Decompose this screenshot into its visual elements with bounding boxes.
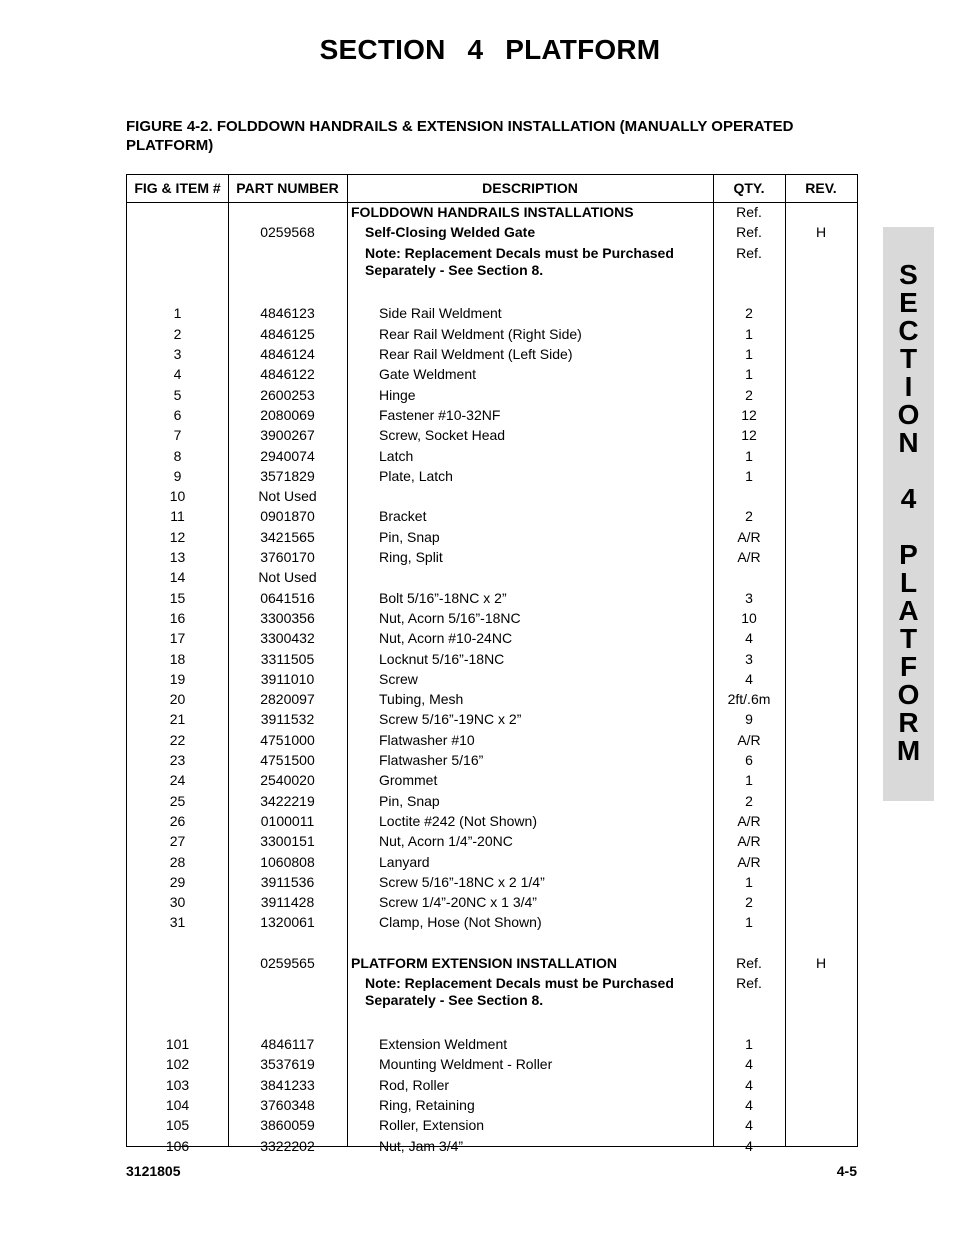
table-row: [127, 507, 857, 527]
fig-item-cell: 29: [169, 873, 186, 890]
description-cell: Locknut 5/16”-18NC: [379, 650, 505, 667]
rev-cell: [785, 589, 857, 590]
fig-item-cell: [127, 974, 228, 975]
qty-cell: 1: [745, 873, 753, 890]
part-number-cell: 0259565: [260, 954, 315, 971]
rev-cell: H: [815, 224, 827, 241]
qty-cell: Ref.: [736, 975, 762, 992]
table-row: [127, 670, 857, 690]
part-number-cell: 1320061: [260, 914, 315, 931]
fig-item-cell: 6: [173, 406, 182, 423]
part-number-cell: [228, 244, 347, 245]
part-number-cell: 3760170: [260, 549, 315, 566]
part-number-cell: 3571829: [260, 467, 315, 484]
part-number-cell: [228, 974, 347, 975]
qty-cell: A/R: [737, 812, 761, 829]
fig-item-cell: 25: [169, 792, 186, 809]
rev-cell: [785, 1096, 857, 1097]
description-cell: FOLDDOWN HANDRAILS INSTALLATIONS: [351, 204, 634, 220]
table-row: [127, 589, 857, 609]
part-number-cell: 3421565: [260, 528, 315, 545]
fig-item-cell: 10: [169, 488, 186, 505]
description-cell: Screw: [379, 670, 418, 687]
description-cell: Pin, Snap: [379, 528, 440, 545]
qty-cell: A/R: [737, 549, 761, 566]
qty-cell: A/R: [737, 833, 761, 850]
side-tab-letter: [883, 457, 934, 485]
section-side-tab: [883, 227, 934, 801]
rev-cell: [785, 487, 857, 488]
qty-cell: 9: [745, 711, 753, 728]
figure-title: FIGURE 4-2. FOLDDOWN HANDRAILS & EXTENSION INSTALLATION (MANUALLY OPERATED PLATFORM): [126, 118, 794, 154]
rev-cell: [785, 1076, 857, 1077]
rev-cell: [785, 203, 857, 204]
description-cell: Screw 1/4”-20NC x 1 3/4”: [379, 894, 537, 911]
table-row: [127, 406, 857, 426]
fig-item-cell: 13: [169, 549, 186, 566]
table-row: [127, 690, 857, 710]
table-row: [127, 223, 857, 243]
rev-cell: H: [815, 954, 827, 971]
table-row: [127, 609, 857, 629]
description-cell: Hinge: [379, 386, 416, 403]
table-row: [127, 1116, 857, 1136]
side-tab-letter: S: [899, 259, 918, 290]
side-tab-letter: O: [897, 679, 920, 710]
part-number-cell: 3422219: [260, 792, 315, 809]
rev-cell: [785, 609, 857, 610]
fig-item-cell: [127, 244, 228, 245]
qty-cell: [713, 487, 785, 488]
page-number: 4-5: [836, 1163, 857, 1179]
description-cell: Gate Weldment: [379, 366, 477, 383]
description-cell: Extension Weldment: [379, 1036, 508, 1053]
qty-cell: 2: [745, 305, 753, 322]
fig-item-cell: 19: [169, 670, 186, 687]
rev-cell: [785, 650, 857, 651]
table-row: [127, 792, 857, 812]
rev-cell: [785, 325, 857, 326]
fig-item-cell: 18: [169, 650, 186, 667]
description-cell: Mounting Weldment - Roller: [379, 1056, 553, 1073]
qty-cell: 4: [745, 1137, 753, 1154]
qty-cell: 12: [741, 406, 757, 423]
table-row: [127, 325, 857, 345]
part-number-cell: 3911536: [260, 873, 315, 890]
qty-cell: 4: [745, 1076, 753, 1093]
qty-cell: 1: [745, 325, 753, 342]
part-number-cell: 4846117: [260, 1036, 315, 1053]
table-row: [127, 873, 857, 893]
rev-cell: [785, 528, 857, 529]
rev-cell: [785, 1116, 857, 1117]
qty-cell: 1: [745, 772, 753, 789]
part-number-cell: 4751000: [260, 731, 315, 748]
qty-cell: A/R: [737, 731, 761, 748]
part-number-cell: 3322202: [260, 1137, 315, 1154]
rev-cell: [785, 244, 857, 245]
rev-cell: [785, 507, 857, 508]
part-number-cell: 4846124: [260, 346, 315, 363]
description-cell: Ring, Split: [379, 549, 443, 566]
qty-cell: 4: [745, 1117, 753, 1134]
qty-cell: 1: [745, 366, 753, 383]
description-cell: Nut, Acorn 1/4”-20NC: [379, 833, 513, 850]
side-tab-letter: A: [898, 595, 919, 626]
rev-cell: [785, 893, 857, 894]
qty-cell: 2: [745, 894, 753, 911]
side-tab-letter: T: [899, 343, 918, 374]
table-row: [127, 913, 857, 933]
part-number-cell: 3911428: [260, 894, 315, 911]
table-row: [127, 447, 857, 467]
rev-cell: [785, 568, 857, 569]
side-tab-letter: P: [899, 539, 918, 570]
document-number: 3121805: [126, 1163, 181, 1179]
qty-cell: 2: [745, 508, 753, 525]
fig-item-cell: 104: [165, 1097, 190, 1114]
qty-cell: 1: [745, 914, 753, 931]
part-number-cell: 2600253: [260, 386, 315, 403]
fig-item-cell: 17: [169, 630, 186, 647]
description-cell: Self-Closing Welded Gate: [365, 224, 536, 241]
side-tab-letter: C: [898, 315, 919, 346]
table-row: [127, 832, 857, 852]
description-cell: Bracket: [379, 508, 427, 525]
rev-cell: [785, 467, 857, 468]
qty-cell: 3: [745, 589, 753, 606]
rev-cell: [785, 710, 857, 711]
table-row: [127, 244, 857, 285]
table-row: [127, 528, 857, 548]
rev-cell: [785, 792, 857, 793]
table-row: [127, 467, 857, 487]
rev-cell: [785, 731, 857, 732]
description-cell: Screw, Socket Head: [379, 427, 506, 444]
header-item: FIG & ITEM #: [134, 180, 221, 196]
side-tab-letter: [883, 513, 934, 541]
fig-item-cell: 30: [169, 894, 186, 911]
description-cell: Note: Replacement Decals must be Purchased Separately - See Section 8.: [365, 975, 674, 1009]
description-cell: Side Rail Weldment: [379, 305, 502, 322]
qty-cell: 1: [745, 346, 753, 363]
table-row: [127, 731, 857, 751]
rev-cell: [785, 1055, 857, 1056]
part-number-cell: 0259568: [260, 224, 315, 241]
table-row: [127, 853, 857, 873]
part-number-cell: 3911010: [260, 670, 315, 687]
fig-item-cell: 1: [173, 305, 182, 322]
description-cell: Note: Replacement Decals must be Purchased Separately - See Section 8.: [365, 244, 674, 278]
part-number-cell: [228, 203, 347, 204]
fig-item-cell: 26: [169, 812, 186, 829]
fig-item-cell: 4: [173, 366, 182, 383]
description-cell: Lanyard: [379, 853, 430, 870]
rev-cell: [785, 771, 857, 772]
table-row: [127, 629, 857, 649]
rev-cell: [785, 812, 857, 813]
header-part-number: PART NUMBER: [236, 180, 339, 196]
part-number-cell: 3300151: [260, 833, 315, 850]
table-row: [127, 345, 857, 365]
qty-cell: Ref.: [736, 204, 762, 220]
description-cell: [351, 487, 739, 488]
part-number-cell: 4846125: [260, 325, 315, 342]
description-cell: Clamp, Hose (Not Shown): [379, 914, 542, 931]
rev-cell: [785, 670, 857, 671]
table-row: [127, 954, 857, 974]
fig-item-cell: 22: [169, 731, 186, 748]
rev-cell: [785, 913, 857, 914]
fig-item-cell: 21: [169, 711, 186, 728]
table-body: [127, 203, 857, 1157]
description-cell: [351, 568, 739, 569]
qty-cell: Ref.: [736, 244, 762, 261]
qty-cell: 4: [745, 1097, 753, 1114]
qty-cell: 4: [745, 1056, 753, 1073]
side-tab-letter: M: [896, 735, 921, 766]
qty-cell: 6: [745, 752, 753, 769]
table-row: [127, 386, 857, 406]
description-cell: Grommet: [379, 772, 438, 789]
side-tab-letter: R: [898, 707, 919, 738]
fig-item-cell: 102: [165, 1056, 190, 1073]
rev-cell: [785, 1035, 857, 1036]
part-number-cell: 4846122: [260, 366, 315, 383]
fig-item-cell: 11: [170, 508, 185, 525]
table-row: [127, 426, 857, 446]
rev-cell: [785, 690, 857, 691]
fig-item-cell: 16: [169, 609, 186, 626]
part-number-cell: 2940074: [260, 447, 315, 464]
rev-cell: [785, 447, 857, 448]
fig-item-cell: 105: [165, 1117, 190, 1134]
side-tab-letter: T: [899, 623, 918, 654]
part-number-cell: 4846123: [260, 305, 315, 322]
side-tab-letter: 4: [900, 483, 917, 514]
part-number-cell: 4751500: [260, 752, 315, 769]
fig-item-cell: 7: [173, 427, 182, 444]
fig-item-cell: 5: [173, 386, 182, 403]
rev-cell: [785, 853, 857, 854]
fig-item-cell: 12: [169, 528, 186, 545]
description-cell: Ring, Retaining: [379, 1097, 475, 1114]
fig-item-cell: 28: [169, 853, 186, 870]
table-row: [127, 1137, 857, 1157]
fig-item-cell: 101: [165, 1036, 190, 1053]
qty-cell: [713, 568, 785, 569]
part-number-cell: 1060808: [260, 853, 315, 870]
part-number-cell: Not Used: [258, 569, 317, 586]
table-row: [127, 1035, 857, 1055]
table-row: [127, 710, 857, 730]
table-spacer-row: [127, 1015, 857, 1035]
part-number-cell: 3860059: [260, 1117, 315, 1134]
part-number-cell: 0100011: [260, 812, 315, 829]
fig-item-cell: 24: [169, 772, 186, 789]
fig-item-cell: 15: [169, 589, 186, 606]
side-tab-letter: O: [897, 399, 920, 430]
table-spacer-row: [127, 284, 857, 304]
rev-cell: [785, 832, 857, 833]
part-number-cell: 3900267: [260, 427, 315, 444]
table-row: [127, 1096, 857, 1116]
table-row: [127, 1055, 857, 1075]
side-tab-letter: I: [904, 371, 913, 402]
description-cell: Screw 5/16”-18NC x 2 1/4”: [379, 873, 545, 890]
description-cell: Tubing, Mesh: [379, 691, 464, 708]
description-cell: Bolt 5/16”-18NC x 2”: [379, 589, 507, 606]
part-number-cell: 2080069: [260, 406, 315, 423]
fig-item-cell: 23: [169, 752, 186, 769]
fig-item-cell: [127, 954, 228, 955]
description-cell: Fastener #10-32NF: [379, 406, 501, 423]
fig-item-cell: 8: [173, 447, 182, 464]
table-row: [127, 812, 857, 832]
description-cell: Latch: [379, 447, 414, 464]
rev-cell: [785, 406, 857, 407]
qty-cell: 1: [745, 1036, 753, 1053]
qty-cell: 4: [745, 630, 753, 647]
description-cell: Rear Rail Weldment (Left Side): [379, 346, 573, 363]
part-number-cell: 2540020: [260, 772, 315, 789]
description-cell: PLATFORM EXTENSION INSTALLATION: [351, 954, 617, 971]
table-row: [127, 650, 857, 670]
qty-cell: 2: [745, 792, 753, 809]
description-cell: Nut, Acorn 5/16”-18NC: [379, 609, 521, 626]
table-row: [127, 568, 857, 588]
qty-cell: 1: [745, 447, 753, 464]
fig-item-cell: 27: [169, 833, 186, 850]
qty-cell: 4: [745, 670, 753, 687]
table-row: [127, 203, 857, 223]
fig-item-cell: 20: [169, 691, 186, 708]
part-number-cell: 3537619: [260, 1056, 315, 1073]
fig-item-cell: 3: [173, 346, 182, 363]
description-cell: Flatwasher 5/16”: [379, 752, 484, 769]
qty-cell: 12: [741, 427, 757, 444]
fig-item-cell: 103: [165, 1076, 190, 1093]
parts-table: [126, 174, 858, 1154]
rev-cell: [785, 386, 857, 387]
qty-cell: A/R: [737, 853, 761, 870]
rev-cell: [785, 548, 857, 549]
qty-cell: 2ft/.6m: [727, 691, 771, 708]
rev-cell: [785, 1137, 857, 1138]
description-cell: Loctite #242 (Not Shown): [379, 812, 537, 829]
rev-cell: [785, 345, 857, 346]
side-tab-label: [883, 261, 934, 765]
table-row: [127, 548, 857, 568]
section-title: SECTION 4 PLATFORM: [319, 34, 661, 65]
table-row: [127, 751, 857, 771]
side-tab-letter: F: [899, 651, 918, 682]
rev-cell: [785, 629, 857, 630]
rev-cell: [785, 974, 857, 975]
description-cell: Pin, Snap: [379, 792, 440, 809]
side-tab-letter: N: [898, 427, 919, 458]
description-cell: Flatwasher #10: [379, 731, 475, 748]
description-cell: Rod, Roller: [379, 1076, 450, 1093]
rev-cell: [785, 751, 857, 752]
qty-cell: 2: [745, 386, 753, 403]
part-number-cell: 2820097: [260, 691, 315, 708]
fig-item-cell: [127, 203, 228, 204]
table-row: [127, 365, 857, 385]
part-number-cell: 3300432: [260, 630, 315, 647]
table-row: [127, 304, 857, 324]
rev-cell: [785, 873, 857, 874]
part-number-cell: 3841233: [260, 1076, 315, 1093]
fig-item-cell: 31: [169, 914, 186, 931]
table-row: [127, 487, 857, 507]
description-cell: Plate, Latch: [379, 467, 453, 484]
rev-cell: [785, 304, 857, 305]
fig-item-cell: 9: [173, 467, 182, 484]
description-cell: Nut, Jam 3/4”: [379, 1137, 464, 1154]
part-number-cell: 3311505: [260, 650, 315, 667]
qty-cell: A/R: [737, 528, 761, 545]
fig-item-cell: 106: [165, 1137, 190, 1154]
table-row: [127, 1076, 857, 1096]
description-cell: Roller, Extension: [379, 1117, 485, 1134]
part-number-cell: 0901870: [260, 508, 315, 525]
table-row: [127, 974, 857, 1015]
header-rev: REV.: [805, 180, 837, 196]
fig-item-cell: 2: [173, 325, 182, 342]
fig-item-cell: [127, 223, 228, 224]
fig-item-cell: 14: [169, 569, 186, 586]
header-description: DESCRIPTION: [482, 180, 578, 196]
qty-cell: Ref.: [736, 224, 762, 241]
header-qty: QTY.: [733, 180, 765, 196]
part-number-cell: Not Used: [258, 488, 317, 505]
rev-cell: [785, 365, 857, 366]
qty-cell: 10: [741, 609, 757, 626]
table-spacer-row: [127, 934, 857, 954]
qty-cell: 3: [745, 650, 753, 667]
part-number-cell: 3760348: [260, 1097, 315, 1114]
description-cell: Screw 5/16”-19NC x 2”: [379, 711, 522, 728]
part-number-cell: 0641516: [260, 589, 315, 606]
side-tab-letter: E: [899, 287, 918, 318]
part-number-cell: 3911532: [260, 711, 315, 728]
description-cell: Nut, Acorn #10-24NC: [379, 630, 513, 647]
table-row: [127, 771, 857, 791]
part-number-cell: 3300356: [260, 609, 315, 626]
side-tab-letter: L: [899, 567, 918, 598]
table-row: [127, 893, 857, 913]
qty-cell: 1: [745, 467, 753, 484]
description-cell: Rear Rail Weldment (Right Side): [379, 325, 582, 342]
qty-cell: Ref.: [736, 954, 762, 971]
rev-cell: [785, 426, 857, 427]
